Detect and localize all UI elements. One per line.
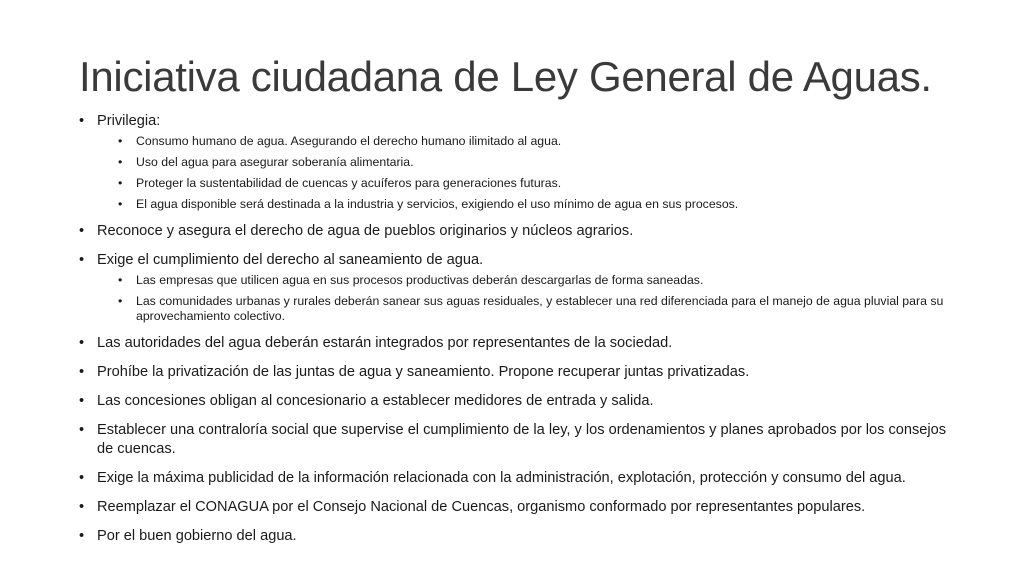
bullet-conagua	[79, 498, 959, 517]
sub-bullet: • Las empresas que utilicen agua en sus procesos productivas deberán descargarlas de forma saneadas.	[118, 273, 959, 288]
sub-bullet: • Proteger la sustentabilidad de cuencas y acuíferos para generaciones futuras.	[118, 176, 959, 191]
bullet-exige-saneamiento	[79, 251, 959, 324]
bullet-text: Prohíbe la privatización de las juntas de agua y saneamiento. Propone recuperar juntas privatizadas.	[97, 364, 750, 380]
bullet-text: Reconoce y asegura el derecho de agua de pueblos originarios y núcleos agrarios.	[97, 223, 634, 239]
bullet-text: Exige el cumplimiento del derecho al saneamiento de agua.	[97, 252, 484, 268]
sub-bullet-list	[118, 134, 959, 212]
bullet-privilegia	[79, 112, 959, 212]
slide-title: Iniciativa ciudadana de Ley General de Aguas.	[79, 53, 932, 100]
bullet-text: Por el buen gobierno del agua.	[97, 528, 297, 544]
bullet-text: Exige la máxima publicidad de la información relacionada con la administración, explotación, protección y consumo del agua.	[97, 470, 906, 486]
bullet-text: Las autoridades del agua deberán estarán integrados por representantes de la sociedad.	[97, 335, 673, 351]
bullet-autoridades	[79, 334, 959, 353]
sub-bullet: • Consumo humano de agua. Asegurando el derecho humano ilimitado al agua.	[118, 134, 959, 149]
bullet-concesiones	[79, 392, 959, 411]
sub-bullet: • Las comunidades urbanas y rurales deberán sanear sus aguas residuales, y establecer una red diferenciada para el manejo de agua pluvial para su aprovechamiento colectivo.	[118, 294, 959, 324]
bullet-text: Reemplazar el CONAGUA por el Consejo Nacional de Cuencas, organismo conformado por representantes populares.	[97, 499, 866, 515]
sub-bullet-list	[118, 273, 959, 324]
bullet-publicidad	[79, 469, 959, 488]
sub-bullet: • Uso del agua para asegurar soberanía alimentaria.	[118, 155, 959, 170]
bullet-text: Las concesiones obligan al concesionario a establecer medidores de entrada y salida.	[97, 393, 654, 409]
bullet-text: Establecer una contraloría social que supervise el cumplimiento de la ley, y los ordenamientos y planes aprobados por los consejos de cuencas.	[97, 422, 947, 457]
bullet-text: Privilegia:	[97, 113, 161, 129]
bullet-list	[79, 112, 959, 556]
bullet-prohibe	[79, 363, 959, 382]
bullet-buen-gobierno	[79, 527, 959, 546]
bullet-reconoce	[79, 222, 959, 241]
sub-bullet: • El agua disponible será destinada a la industria y servicios, exigiendo el uso mínimo de agua en sus procesos.	[118, 197, 959, 212]
bullet-contraloria	[79, 421, 959, 459]
